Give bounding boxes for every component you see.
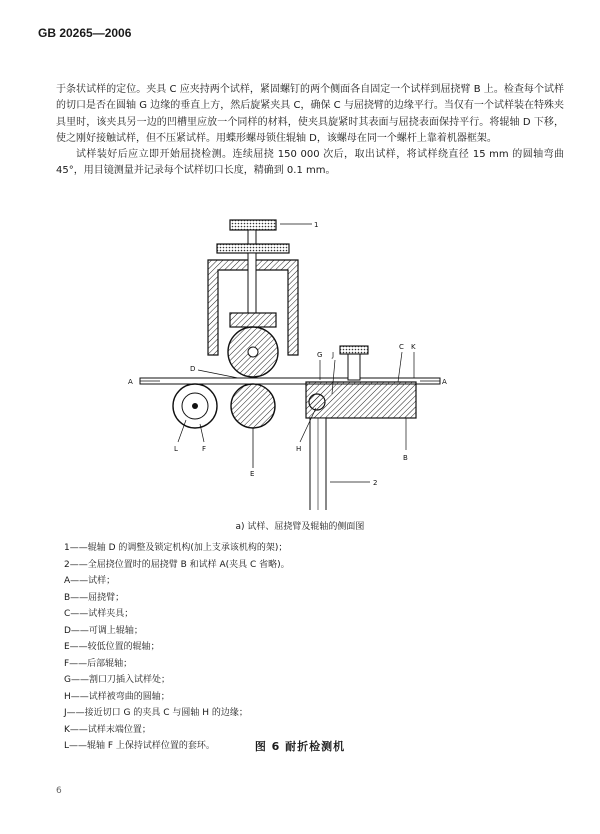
- rear-roller-f: [173, 384, 217, 428]
- label-l: L: [174, 445, 178, 453]
- legend-item: B——屈挠臂；: [64, 592, 125, 603]
- label-1: 1: [314, 221, 319, 229]
- legend-item: K——试样末端位置；: [64, 724, 151, 735]
- label-j: J: [332, 351, 335, 359]
- figure-title: 图 6 耐折检测机: [254, 740, 346, 753]
- legend-item: D——可调上辊轴；: [64, 625, 143, 636]
- legend-item: 2——全屈挠位置时的屈挠臂 B 和试样 A(夹具 C 省略)。: [64, 559, 290, 570]
- upper-roller-d: [228, 327, 278, 377]
- label-k: K: [411, 343, 416, 351]
- legend-item: J——接近切口 G 的夹具 C 与圆轴 H 的边缘；: [64, 708, 248, 718]
- standard-number-header: GB 20265—2006: [38, 26, 132, 40]
- legend-item: G——割口刀插入试样处；: [64, 675, 170, 685]
- legend-item: A——试样；: [64, 576, 116, 586]
- legend-list: [64, 540, 564, 755]
- label-e: E: [250, 470, 255, 478]
- label-b: B: [403, 454, 408, 462]
- label-g: G: [317, 351, 323, 359]
- label-a-right: A: [442, 378, 447, 386]
- label-c: C: [399, 343, 404, 351]
- legend-item: H——试样被弯曲的圆轴；: [64, 691, 170, 702]
- legend-item: 1——辊轴 D 的调整及锁定机构(加上支承该机构的架)；: [64, 543, 288, 553]
- label-f: F: [202, 445, 207, 453]
- body-text: [56, 82, 564, 180]
- legend-item: C——试样夹具；: [64, 609, 134, 619]
- label-2: 2: [373, 479, 378, 487]
- label-a-left: A: [128, 378, 133, 386]
- paragraph-2: 试样装好后应立即开始屈挠检测。连续屈挠 150 000 次后，取出试样，将试样绕直径 15 mm 的圆轴弯曲 45°，用目镜测量并记录每个试样切口长度，精确到 0.1 mm。: [56, 149, 564, 177]
- label-d: D: [190, 365, 196, 373]
- legend-item: L——辊轴 F 上保持试样位置的套环。: [64, 741, 215, 751]
- paragraph-1: 于条状试样的定位。夹具 C 应夹持两个试样，紧固螺钉的两个侧面各自固定一个试样到屈挠臂 B 上。检查每个试样的切口是否在圆轴 G 边缘的垂直上方，然后旋紧夹具 C，确保 C 与屈挠臂的边缘平行。当仅有一个试样装在特殊夹具里时，该夹具另一边的凹槽里应放一个同样的材料，使夹具旋紧时其表面与屈挠表面保持平行。将辊轴 D 下移，使之刚好接触试样，但不压紧试样。用蝶形螺母锁住辊轴 D，该螺母在同一个螺杆上靠着机器框架。: [56, 84, 564, 144]
- flex-tester-diagram: [120, 210, 460, 510]
- legend-item: E——较低位置的辊轴；: [64, 642, 160, 652]
- label-h: H: [296, 445, 302, 453]
- legend-item: F——后部辊轴；: [64, 658, 133, 669]
- adjustment-knob: [217, 220, 312, 253]
- figure-caption: a) 试样、屈挠臂及辊轴的侧面图: [235, 522, 365, 532]
- page-number: 6: [56, 786, 62, 796]
- lower-roller-e: [231, 384, 275, 468]
